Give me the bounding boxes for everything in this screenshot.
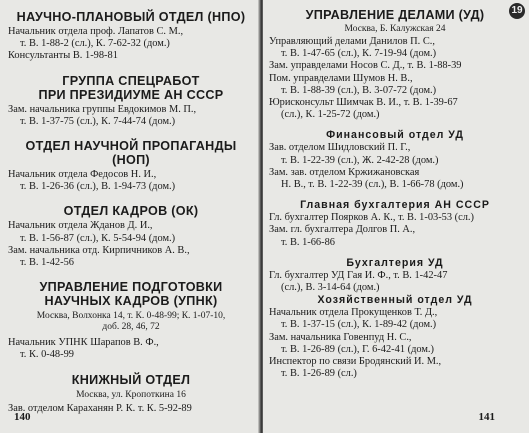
left-page: [0, 0, 260, 433]
entry-line: Консультанты В. 1-98-81: [8, 50, 118, 62]
entry-line: Зам. начальника группы Евдокимов М. П.,: [8, 103, 197, 115]
section-title-ud: УПРАВЛЕНИЕ ДЕЛАМИ (УД): [305, 8, 485, 22]
entry-line: Зам. начальника Говенпуд Н. С.,: [269, 331, 412, 343]
fin-entries: [269, 142, 521, 191]
entry-line: т. В. 1-26-89 (сл.): [281, 368, 357, 380]
entry-line: т. В. 1-47-65 (сл.), К. 7-19-94 (дом.): [281, 48, 437, 60]
section-address: Москва, ул. Кропоткина 16: [76, 389, 186, 400]
left-column: [8, 10, 254, 415]
entry-line: т. В. 1-26-89 (сл.), Г. 6-42-41 (дом.): [281, 343, 434, 355]
entry-line: Зам. зав. отделом Кржижановская: [269, 166, 420, 178]
entry-line: т. В. 1-22-39 (сл.), Ж. 2-42-28 (дом.): [281, 154, 439, 166]
entry-line: Гл. бухгалтер УД Гая И. Ф., т. В. 1-42-47: [269, 269, 448, 281]
section-title: ГРУППА СПЕЦРАБОТ: [62, 73, 200, 88]
entry-line: Начальник отдела Федосов Н. И.,: [8, 169, 157, 181]
page-number-right: 141: [478, 411, 495, 423]
heading-buhud: Бухгалтерия УД: [346, 256, 444, 269]
section-title: ОТДЕЛ НАУЧНОЙ ПРОПАГАНДЫ (НОП): [25, 139, 237, 168]
section-title: КНИЖНЫЙ ОТДЕЛ: [71, 372, 191, 387]
buh-entries: [269, 212, 521, 249]
entry-line: Гл. бухгалтер Поярков А. К., т. В. 1-03-53 (сл.): [269, 212, 474, 224]
ud-entries: [269, 36, 521, 121]
right-page: [263, 0, 529, 433]
heading-buh: Главная бухгалтерия АН СССР: [300, 199, 490, 212]
entry-line: т. К. 0-48-99: [20, 349, 74, 361]
entry-line: Начальник отдела Прокущенков Т. Д.,: [269, 307, 438, 319]
entry-line: т. В. 1-56-87 (сл.), К. 5-54-94 (дом.): [20, 232, 176, 244]
section-title: УПРАВЛЕНИЕ ПОДГОТОВКИ: [39, 280, 223, 295]
entry-line: Инспектор по связи Бродянский И. М.,: [269, 356, 442, 368]
right-column: [269, 8, 521, 380]
entry-line: т. В. 1-42-56: [20, 257, 74, 269]
entry-line: т. В. 1-88-2 (сл.), К. 7-62-32 (дом.): [20, 38, 170, 50]
section-title: НАУЧНЫХ КАДРОВ (УПНК): [44, 294, 218, 309]
section-address: Москва, Волхонка 14, т. К. 0-48-99; К. 1-07-10,: [36, 311, 226, 322]
ud-address: Москва, Б. Калужская 24: [344, 24, 446, 34]
entry-line: т. В. 1-37-75 (сл.), К. 7-44-74 (дом.): [20, 115, 176, 127]
entry-line: Управляющий делами Данилов П. С.,: [269, 36, 435, 47]
entry-line: Зам. управделами Носов С. Д., т. В. 1-88-39: [269, 60, 462, 72]
entry-line: (сл.), В. 3-14-64 (дом.): [281, 282, 380, 294]
entry-line: т. В. 1-26-36 (сл.), В. 1-94-73 (дом.): [20, 181, 176, 193]
hoz-entries: [269, 307, 521, 380]
buhud-entries: [269, 270, 521, 294]
entry-line: Начальник УПНК Шарапов В. Ф.,: [8, 337, 159, 349]
section-title: ПРИ ПРЕЗИДИУМЕ АН СССР: [38, 87, 224, 102]
entry-line: Зам. начальника отд. Кирпичников А. В.,: [8, 244, 190, 256]
entry-line: Начальник отдела проф. Лапатов С. М.,: [8, 26, 184, 37]
page-number-left: 140: [14, 411, 31, 423]
entry-line: т. В. 1-66-86: [281, 236, 335, 248]
entry-line: Пом. управделами Шумов Н. В.,: [269, 72, 413, 84]
corner-mark: 19: [509, 3, 525, 19]
entry-line: Зам. гл. бухгалтера Долгов П. А.,: [269, 224, 416, 236]
entry-line: Юрисконсульт Шимчак В. И., т. В. 1-39-67: [269, 97, 458, 109]
entry-line: Начальник отдела Жданов Д. И.,: [8, 220, 153, 232]
heading-fin: Финансовый отдел УД: [326, 129, 464, 142]
section-title: НАУЧНО-ПЛАНОВЫЙ ОТДЕЛ (НПО): [16, 10, 246, 24]
entry-line: (сл.), К. 1-25-72 (дом.): [281, 109, 380, 121]
entry-line: Зав. отделом Шидловский П. Г.,: [269, 142, 411, 154]
section-title: ОТДЕЛ КАДРОВ (ОК): [63, 204, 199, 219]
entry-line: Н. В., т. В. 1-22-39 (сл.), В. 1-66-78 (дом.): [281, 179, 464, 191]
section-address: доб. 28, 46, 72: [102, 322, 160, 333]
heading-hoz: Хозяйственный отдел УД: [317, 294, 473, 307]
entry-line: т. В. 1-37-15 (сл.), К. 1-89-42 (дом.): [281, 319, 437, 331]
entry-line: т. В. 1-88-39 (сл.), В. 3-07-72 (дом.): [281, 84, 437, 96]
entry-line: Зав. отделом Караханян Р. К. т. К. 5-92-89: [8, 402, 192, 414]
